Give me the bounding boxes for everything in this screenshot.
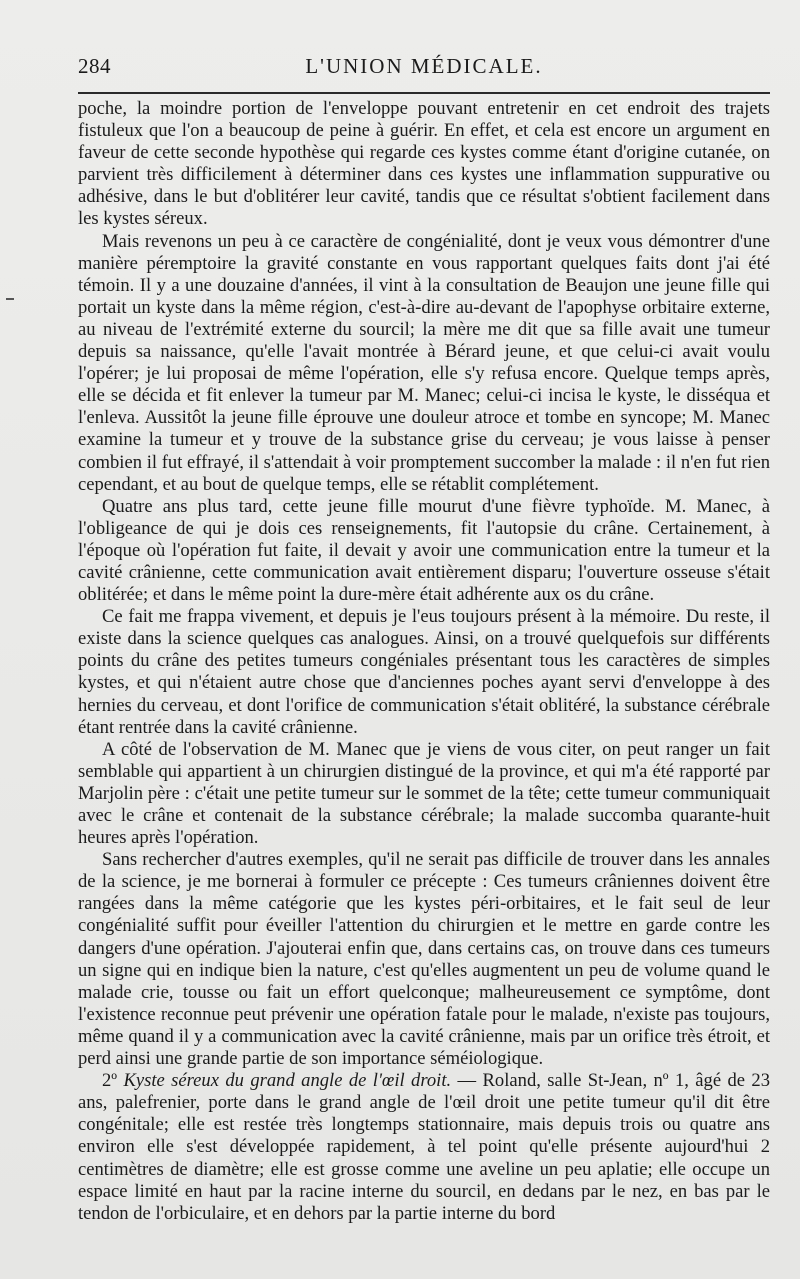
case-paragraph [78, 1070, 770, 1225]
paragraph-5: A côté de l'observation de M. Manec que je viens de vous citer, on peut ranger un fait semblable qui appartient à un chirurgien distingué de la province, et qui m'a été rapporté par Marjolin père : c'était une petite tumeur sur le sommet de la tête; cette tumeur communiquait avec le crâne et contenait de la substance cérébrale; la malade succomba quarante-huit heures après l'opération. [78, 738, 770, 849]
paragraph-1: poche, la moindre portion de l'enveloppe pouvant entretenir en cet endroit des trajets fistuleux que l'on a beaucoup de peine à guérir. En effet, et cela est encore un argument en faveur de cette seconde hypothèse qui regarde ces kystes comme étant d'origine cutanée, on parvient très difficilement à déterminer dans ces kystes une inflammation suppurative ou adhésive, dans le but d'oblitérer leur cavité, tandis que ce résultat s'obtient facilement dans les kystes séreux. [78, 98, 770, 230]
paragraph-3: Quatre ans plus tard, cette jeune fille mourut d'une fièvre typhoïde. M. Manec, à l'obligeance de qui je dois ces renseignements, fit l'autopsie du crâne. Certainement, à l'époque où l'opération fut faite, il devait y avoir une communication entre la tumeur et la cavité crânienne, cette communication avait entièrement disparu; l'ouverture osseuse s'était oblitérée; et dans le même point la dure-mère était adhérente aux os du crâne. [78, 495, 770, 606]
running-title: L'UNION MÉDICALE. [305, 54, 543, 78]
paragraph-2: Mais revenons un peu à ce caractère de congénialité, dont je veux vous démontrer d'une manière péremptoire la gravité constante en vous rapportant quelques faits dont j'ai été témoin. Il y a une douzaine d'années, il vint à la consultation de Beaujon une jeune fille qui portait un kyste dans la même région, c'est-à-dire au-devant de l'apophyse orbitaire externe, au niveau de l'extrémité externe du sourcil; la mère me dit que sa fille avait une tumeur depuis sa naissance, qu'elle l'avait montrée à Bérard jeune, et que celui-ci avait voulu l'opérer; je lui proposai de même l'opération, elle s'y refusa encore. Quelque temps après, elle se décida et fit enlever la tumeur par M. Manec; celui-ci incisa le kyste, le disséqua et l'enleva. Aussitôt la jeune fille éprouve une douleur atroce et tombe en syncope; M. Manec examine la tumeur et y trouve de la substance grise du cerveau; je vous laisse à penser combien il fut effrayé, il s'attendait à voir promptement succomber la malade : il n'en fut rien cependant, et au bout de quelque temps, elle se rétablit complétement. [78, 230, 770, 495]
body-text [78, 98, 770, 1225]
header-rule [78, 92, 770, 94]
paragraph-6: Sans rechercher d'autres exemples, qu'il ne serait pas difficile de trouver dans les annales de la science, je me bornerai à formuler ce précepte : Ces tumeurs crâniennes doivent être rangées dans la même catégorie que les kystes péri-orbitaires, et le fait seul de leur congénialité suffit pour éveiller l'attention du chirurgien et le mettre en garde contre les dangers d'une opération. J'ajouterai enfin que, dans certains cas, on trouve dans ces tumeurs un signe qui en indique bien la nature, c'est qu'elles augmentent un peu de volume quand le malade crie, tousse ou fait un effort quelconque; malheureusement ce symptôme, dont l'existence reconnue peut prévenir une opération fatale pour le malade, n'existe pas toujours, même quand il y a communication avec la cavité crânienne, mais par un orifice très étroit, et perd ainsi une grande partie de son importance séméiologique. [78, 849, 770, 1070]
page-number: 284 [78, 54, 111, 78]
case-title: Kyste séreux du grand angle de l'œil droit. [123, 1070, 452, 1092]
case-text: — Roland, salle St-Jean, nº 1, âgé de 23 ans, palefrenier, porte dans le grand angle de l'œil droit une petite tumeur qu'il dit être congénitale; elle est restée très longtemps stationnaire, mais depuis trois ou quatre ans environ elle s'est développée rapidement, à tel point qu'elle présente aujourd'hui 2 centimètres de diamètre; elle est grosse comme une aveline un peu aplatie; elle occupe un espace limité en haut par la racine interne du sourcil, en dedans par le nez, en bas par le tendon de l'orbiculaire, et en dehors par la partie interne du bord [78, 1070, 770, 1224]
page-header [78, 54, 770, 88]
margin-mark [6, 298, 14, 300]
case-number: 2º [102, 1070, 118, 1092]
paragraph-4: Ce fait me frappa vivement, et depuis je l'eus toujours présent à la mémoire. Du reste, il existe dans la science quelques cas analogues. Ainsi, on a trouvé quelquefois sur différents points du crâne des petites tumeurs congéniales présentant tous les caractères de simples kystes, et qui n'étaient autre chose que d'anciennes poches ayant servi d'enveloppe à des hernies du cerveau, et dont l'orifice de communication s'était oblitéré, la substance cérébrale étant rentrée dans la cavité crânienne. [78, 606, 770, 738]
